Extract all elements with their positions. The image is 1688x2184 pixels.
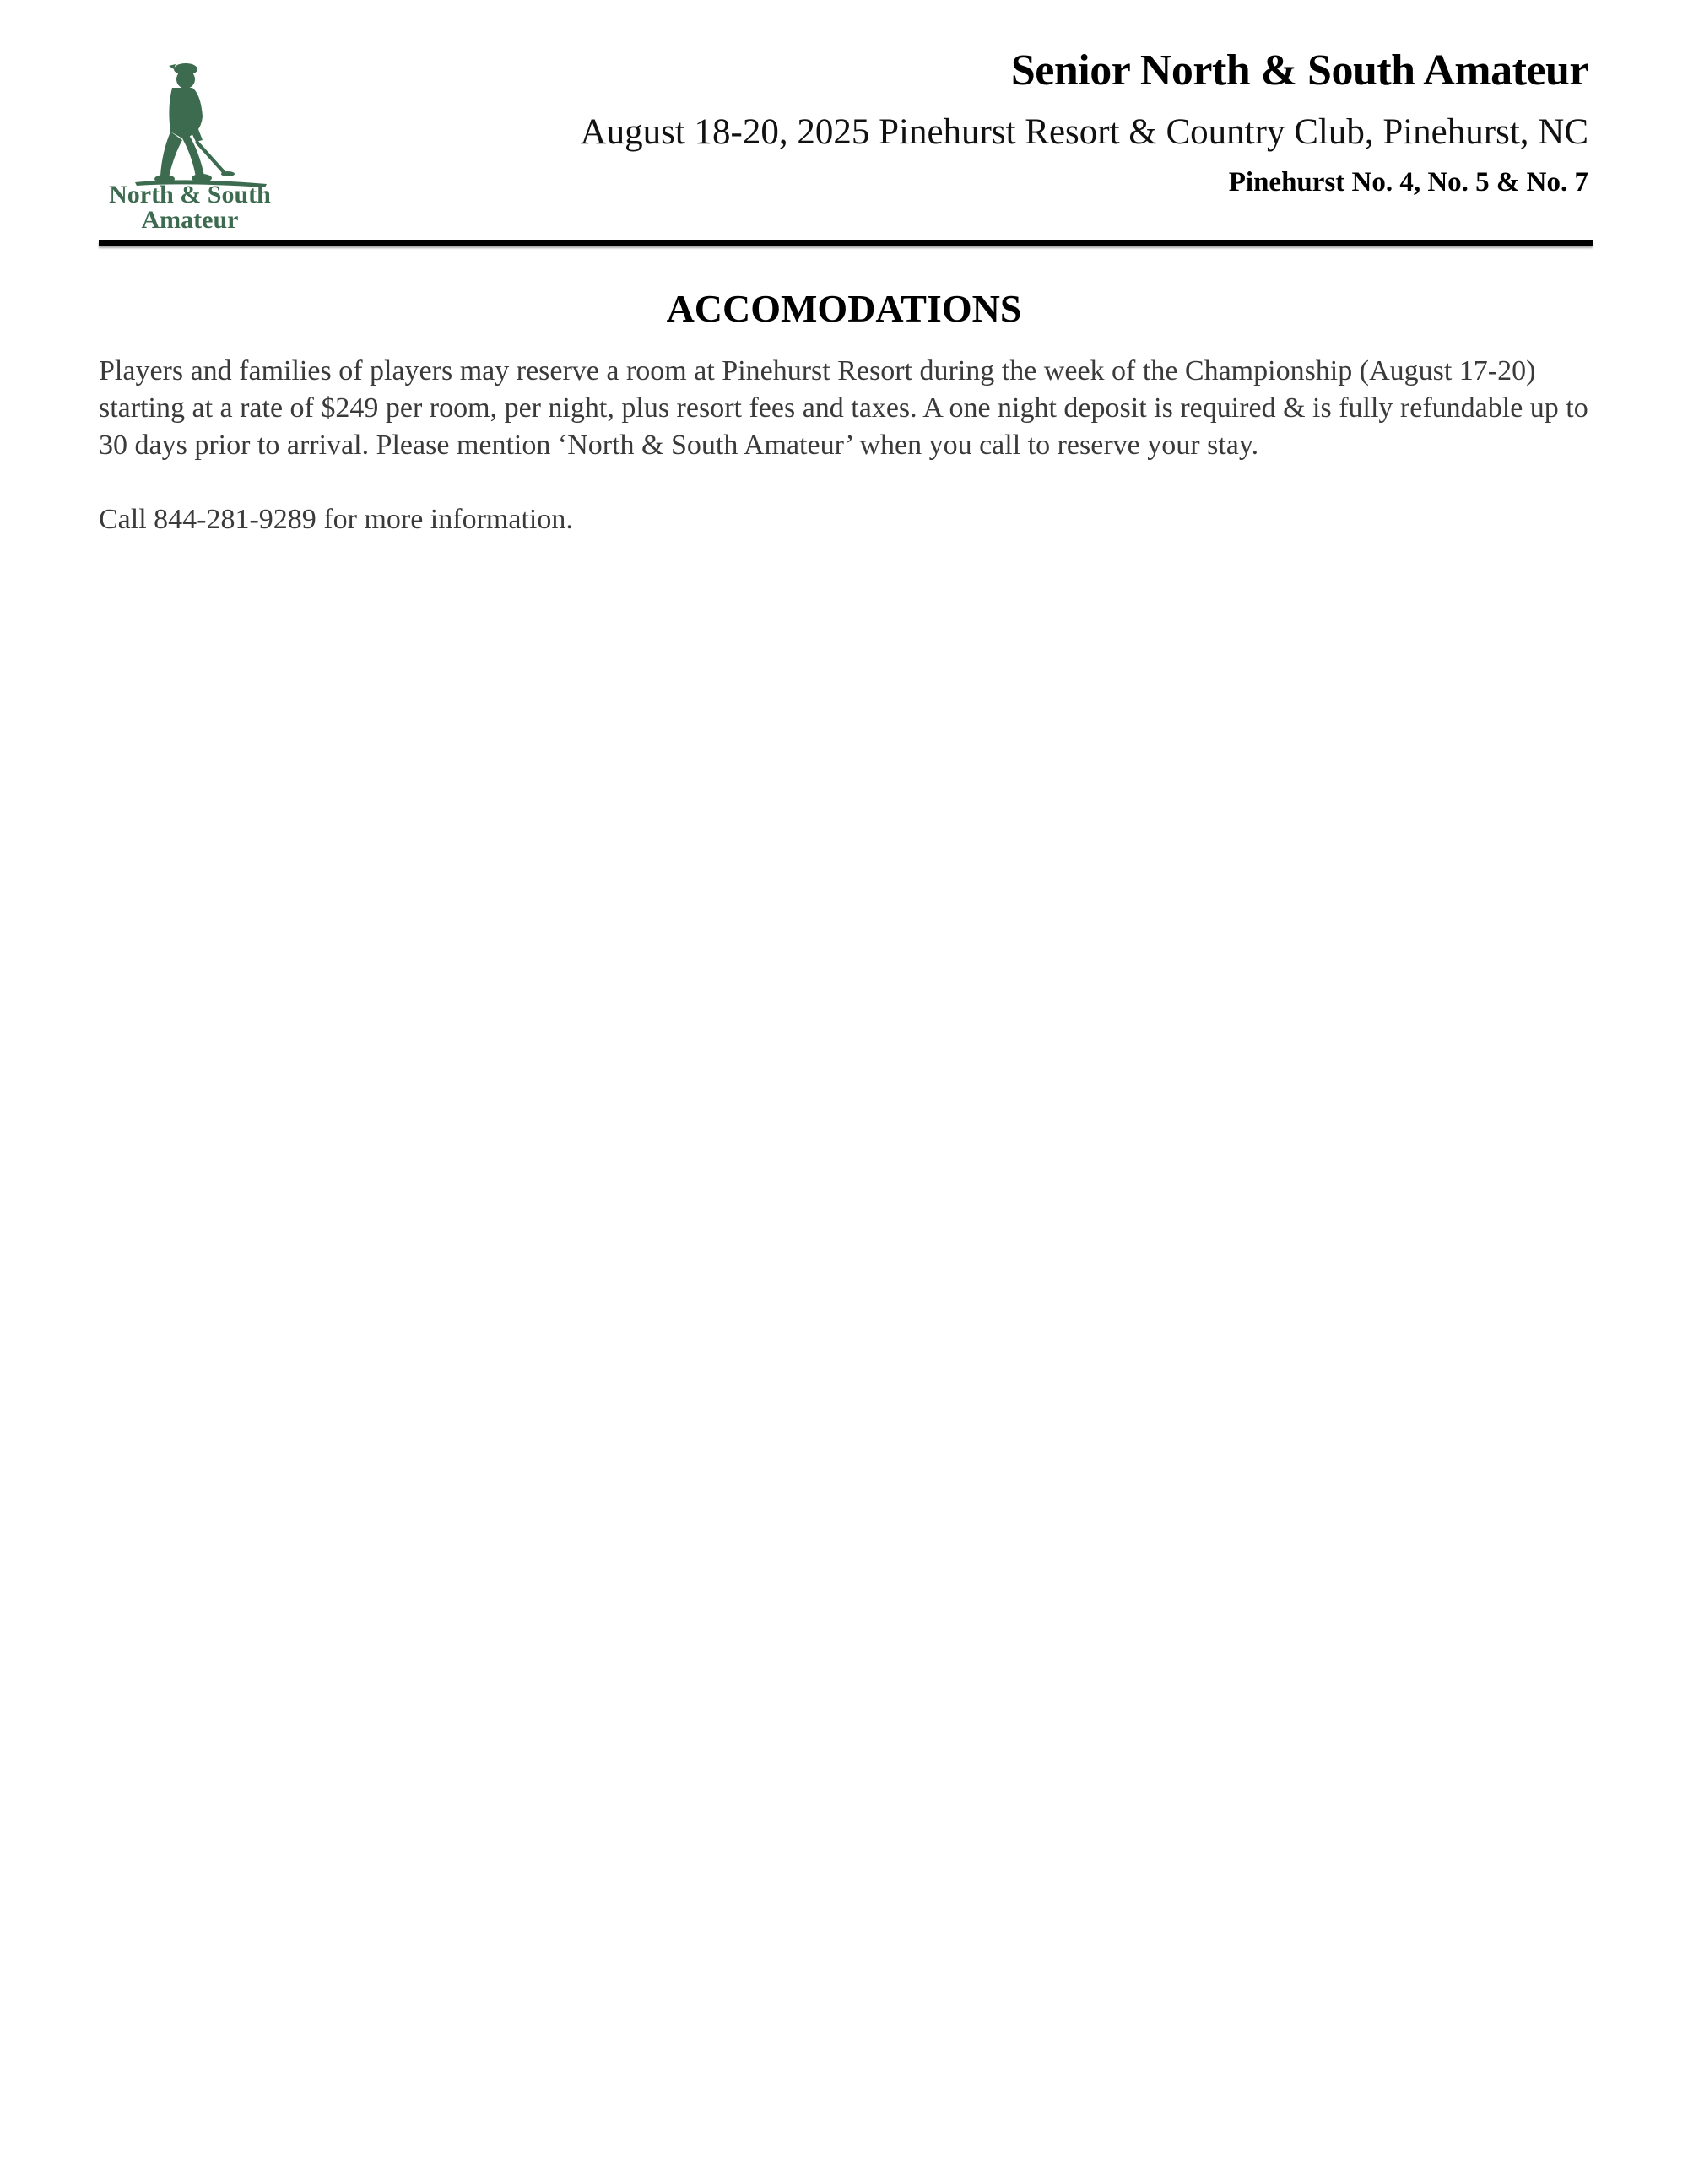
svg-text:Amateur: Amateur — [141, 206, 239, 234]
header-text-block — [581, 44, 1588, 199]
header-divider — [99, 240, 1593, 246]
accommodations-body — [99, 353, 1593, 538]
event-courses: Pinehurst No. 4, No. 5 & No. 7 — [1228, 167, 1588, 197]
event-title: Senior North & South Amateur — [1010, 46, 1588, 95]
svg-text:North & South: North & South — [109, 181, 271, 208]
north-south-amateur-logo — [101, 57, 279, 235]
section-heading: ACCOMODATIONS — [666, 287, 1022, 330]
contact-line: Call 844-281-9289 for more information. — [99, 504, 573, 535]
golfer-silhouette-icon — [101, 57, 279, 235]
event-dates-location: August 18-20, 2025 Pinehurst Resort & Country Club, Pinehurst, NC — [580, 112, 1588, 152]
accommodations-paragraph: Players and families of players may reserve a room at Pinehurst Resort during the week of the Championship (August 17-20) starting at a rate of $249 per room, per night, plus resort fees and taxes. A one night deposit is required & is fully refundable up to 30 days prior to arrival. Please mention ‘North & South Amateur’ when you call to reserve your stay. — [99, 355, 1588, 461]
